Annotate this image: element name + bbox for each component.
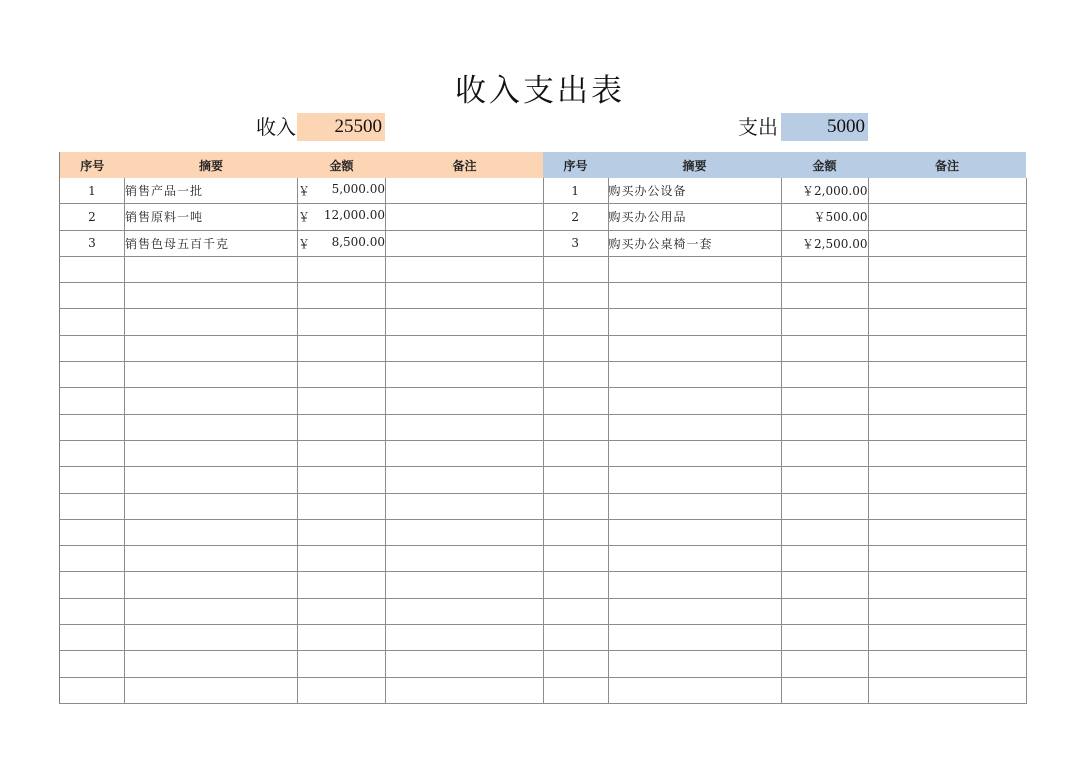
- amount-cell[interactable]: [298, 467, 386, 493]
- amount-cell[interactable]: [298, 283, 386, 309]
- amount-cell[interactable]: ￥2,000.00: [781, 178, 868, 204]
- column-header-note: 备注: [386, 152, 544, 178]
- index-cell[interactable]: [543, 283, 608, 309]
- amount-cell[interactable]: [298, 335, 386, 361]
- table-row: [543, 625, 1026, 651]
- index-cell[interactable]: [60, 625, 125, 651]
- income-summary-value[interactable]: 25500: [297, 113, 385, 141]
- note-cell[interactable]: [386, 467, 544, 493]
- index-cell[interactable]: [60, 598, 125, 624]
- summary-cell[interactable]: [608, 519, 781, 545]
- index-cell[interactable]: [543, 519, 608, 545]
- column-header-summary: 摘要: [125, 152, 298, 178]
- summary-cell[interactable]: [125, 519, 298, 545]
- column-header-index: 序号: [543, 152, 608, 178]
- summary-cell[interactable]: [125, 625, 298, 651]
- amount-value: 5,000.00: [331, 182, 385, 197]
- amount-cell[interactable]: [298, 625, 386, 651]
- note-cell[interactable]: [386, 546, 544, 572]
- index-cell[interactable]: [543, 677, 608, 703]
- summary-cell[interactable]: [125, 493, 298, 519]
- table-row: [543, 467, 1026, 493]
- table-row: [543, 572, 1026, 598]
- summary-cell[interactable]: [125, 388, 298, 414]
- amount-cell[interactable]: [781, 256, 868, 282]
- table-row: [543, 283, 1026, 309]
- summary-cell[interactable]: [125, 572, 298, 598]
- table-row: [543, 309, 1026, 335]
- amount-cell[interactable]: [298, 256, 386, 282]
- table-row: [60, 625, 544, 651]
- column-header-summary: 摘要: [608, 152, 781, 178]
- table-row: [543, 362, 1026, 388]
- table-row: [543, 440, 1026, 466]
- note-cell[interactable]: [868, 625, 1026, 651]
- summary-cell[interactable]: [608, 388, 781, 414]
- table-row: [543, 546, 1026, 572]
- note-cell[interactable]: [386, 309, 544, 335]
- summary-cell[interactable]: 购买办公桌椅一套: [608, 230, 781, 256]
- note-cell[interactable]: [868, 651, 1026, 677]
- table-row: [60, 335, 544, 361]
- table-row: [60, 309, 544, 335]
- note-cell[interactable]: [868, 677, 1026, 703]
- summary-cell[interactable]: [125, 440, 298, 466]
- note-cell[interactable]: [386, 335, 544, 361]
- amount-cell[interactable]: [298, 204, 386, 230]
- summary-cell[interactable]: [608, 414, 781, 440]
- table-row: [60, 598, 544, 624]
- table-row: [543, 651, 1026, 677]
- table-row: [60, 283, 544, 309]
- table-row: [60, 493, 544, 519]
- table-row: [60, 440, 544, 466]
- index-cell[interactable]: 1: [60, 178, 125, 204]
- note-cell[interactable]: [868, 493, 1026, 519]
- table-row: [543, 677, 1026, 703]
- summary-cell[interactable]: [125, 546, 298, 572]
- summary-cell[interactable]: [125, 309, 298, 335]
- expense-table-header: [543, 152, 1026, 178]
- index-cell[interactable]: [543, 309, 608, 335]
- summary-cell[interactable]: [125, 362, 298, 388]
- amount-cell[interactable]: [781, 309, 868, 335]
- amount-cell[interactable]: [298, 388, 386, 414]
- summary-cell[interactable]: [608, 677, 781, 703]
- index-cell[interactable]: 2: [60, 204, 125, 230]
- table-row: [60, 651, 544, 677]
- table-row: [60, 519, 544, 545]
- note-cell[interactable]: [386, 598, 544, 624]
- note-cell[interactable]: [868, 572, 1026, 598]
- summary-cell[interactable]: [608, 335, 781, 361]
- amount-cell[interactable]: [781, 572, 868, 598]
- summary-cell[interactable]: [608, 598, 781, 624]
- index-cell[interactable]: [60, 651, 125, 677]
- amount-cell[interactable]: [298, 651, 386, 677]
- summary-cell[interactable]: [125, 256, 298, 282]
- summary-cell[interactable]: 销售原料一吨: [125, 204, 298, 230]
- table-row: [60, 256, 544, 282]
- amount-cell[interactable]: [298, 519, 386, 545]
- index-cell[interactable]: [543, 388, 608, 414]
- amount-cell[interactable]: [781, 651, 868, 677]
- summary-cell[interactable]: [125, 283, 298, 309]
- index-cell[interactable]: [543, 546, 608, 572]
- note-cell[interactable]: [386, 256, 544, 282]
- amount-cell[interactable]: [298, 178, 386, 204]
- index-cell[interactable]: [543, 625, 608, 651]
- note-cell[interactable]: [386, 178, 544, 204]
- table-row: [60, 204, 544, 230]
- index-cell[interactable]: 2: [543, 204, 608, 230]
- table-row: [60, 546, 544, 572]
- table-row: [60, 572, 544, 598]
- index-cell[interactable]: [60, 546, 125, 572]
- table-row: [60, 677, 544, 703]
- table-row: [543, 598, 1026, 624]
- amount-cell[interactable]: [781, 335, 868, 361]
- index-cell[interactable]: [60, 467, 125, 493]
- summary-cell[interactable]: [125, 677, 298, 703]
- index-cell[interactable]: [60, 362, 125, 388]
- amount-cell[interactable]: [781, 283, 868, 309]
- index-cell[interactable]: [543, 467, 608, 493]
- index-cell[interactable]: [60, 440, 125, 466]
- amount-cell[interactable]: [781, 677, 868, 703]
- amount-cell[interactable]: [781, 440, 868, 466]
- amount-cell[interactable]: ￥500.00: [781, 204, 868, 230]
- amount-cell[interactable]: [781, 493, 868, 519]
- summary-cell[interactable]: [608, 283, 781, 309]
- note-cell[interactable]: [386, 440, 544, 466]
- column-header-amount: 金额: [781, 152, 868, 178]
- amount-cell[interactable]: [298, 493, 386, 519]
- note-cell[interactable]: [386, 493, 544, 519]
- amount-cell[interactable]: [781, 414, 868, 440]
- amount-cell[interactable]: [298, 598, 386, 624]
- note-cell[interactable]: [868, 256, 1026, 282]
- note-cell[interactable]: [868, 440, 1026, 466]
- note-cell[interactable]: [386, 651, 544, 677]
- index-cell[interactable]: [543, 598, 608, 624]
- currency-symbol: ￥: [298, 210, 311, 225]
- amount-cell[interactable]: [298, 546, 386, 572]
- table-row: [543, 519, 1026, 545]
- income-table-header: [60, 152, 544, 178]
- summary-cell[interactable]: [608, 309, 781, 335]
- index-cell[interactable]: [60, 519, 125, 545]
- amount-cell[interactable]: [298, 414, 386, 440]
- note-cell[interactable]: [868, 467, 1026, 493]
- summary-cell[interactable]: [608, 440, 781, 466]
- note-cell[interactable]: [868, 546, 1026, 572]
- table-row: [543, 414, 1026, 440]
- table-row: [543, 230, 1026, 256]
- index-cell[interactable]: [60, 677, 125, 703]
- amount-cell[interactable]: [781, 467, 868, 493]
- table-row: [60, 414, 544, 440]
- index-cell[interactable]: 1: [543, 178, 608, 204]
- index-cell[interactable]: [543, 256, 608, 282]
- summary-cell[interactable]: [608, 546, 781, 572]
- note-cell[interactable]: [868, 388, 1026, 414]
- note-cell[interactable]: [868, 178, 1026, 204]
- note-cell[interactable]: [868, 230, 1026, 256]
- income-table: [59, 152, 544, 704]
- table-row: [543, 388, 1026, 414]
- note-cell[interactable]: [868, 362, 1026, 388]
- expense-summary-value[interactable]: 5000: [781, 113, 868, 141]
- amount-cell[interactable]: [298, 572, 386, 598]
- note-cell[interactable]: [386, 388, 544, 414]
- summary-cell[interactable]: [125, 598, 298, 624]
- amount-cell[interactable]: [298, 230, 386, 256]
- index-cell[interactable]: [543, 335, 608, 361]
- table-row: [60, 178, 544, 204]
- summary-cell[interactable]: [608, 362, 781, 388]
- summary-cell[interactable]: 销售色母五百千克: [125, 230, 298, 256]
- note-cell[interactable]: [386, 230, 544, 256]
- note-cell[interactable]: [386, 519, 544, 545]
- amount-value: 8,500.00: [331, 234, 385, 249]
- summary-cell[interactable]: [125, 467, 298, 493]
- index-cell[interactable]: [543, 414, 608, 440]
- amount-cell[interactable]: [781, 388, 868, 414]
- note-cell[interactable]: [386, 283, 544, 309]
- table-row: [60, 388, 544, 414]
- index-cell[interactable]: [543, 493, 608, 519]
- column-header-note: 备注: [868, 152, 1026, 178]
- table-row: [543, 204, 1026, 230]
- index-cell[interactable]: [543, 440, 608, 466]
- expense-summary-label: 支出: [738, 115, 778, 139]
- note-cell[interactable]: [868, 204, 1026, 230]
- amount-value: 12,000.00: [323, 208, 385, 223]
- index-cell[interactable]: [543, 651, 608, 677]
- index-cell[interactable]: [60, 335, 125, 361]
- index-cell[interactable]: 3: [60, 230, 125, 256]
- amount-cell[interactable]: [298, 440, 386, 466]
- summary-cell[interactable]: [608, 467, 781, 493]
- note-cell[interactable]: [386, 625, 544, 651]
- table-row: [543, 256, 1026, 282]
- amount-cell[interactable]: ￥2,500.00: [781, 230, 868, 256]
- column-header-amount: 金额: [298, 152, 386, 178]
- summary-cell[interactable]: [125, 335, 298, 361]
- summary-cell[interactable]: [608, 625, 781, 651]
- index-cell[interactable]: [543, 362, 608, 388]
- index-cell[interactable]: 3: [543, 230, 608, 256]
- note-cell[interactable]: [868, 519, 1026, 545]
- amount-cell[interactable]: [781, 625, 868, 651]
- summary-cell[interactable]: 购买办公设备: [608, 178, 781, 204]
- amount-cell[interactable]: [781, 519, 868, 545]
- summary-cell[interactable]: 购买办公用品: [608, 204, 781, 230]
- amount-cell[interactable]: [298, 677, 386, 703]
- page-title: 收入支出表: [455, 73, 625, 109]
- index-cell[interactable]: [60, 388, 125, 414]
- note-cell[interactable]: [868, 414, 1026, 440]
- note-cell[interactable]: [386, 677, 544, 703]
- index-cell[interactable]: [60, 283, 125, 309]
- table-row: [60, 230, 544, 256]
- summary-cell[interactable]: [125, 414, 298, 440]
- table-row: [60, 467, 544, 493]
- column-header-index: 序号: [60, 152, 125, 178]
- note-cell[interactable]: [868, 309, 1026, 335]
- index-cell[interactable]: [60, 493, 125, 519]
- note-cell[interactable]: [868, 283, 1026, 309]
- amount-cell[interactable]: [781, 546, 868, 572]
- note-cell[interactable]: [386, 414, 544, 440]
- summary-cell[interactable]: [608, 651, 781, 677]
- currency-symbol: ￥: [298, 236, 311, 251]
- amount-cell[interactable]: [298, 309, 386, 335]
- index-cell[interactable]: [543, 572, 608, 598]
- amount-cell[interactable]: [298, 362, 386, 388]
- index-cell[interactable]: [60, 572, 125, 598]
- table-row: [543, 335, 1026, 361]
- amount-cell[interactable]: [781, 598, 868, 624]
- amount-cell[interactable]: [781, 362, 868, 388]
- note-cell[interactable]: [868, 335, 1026, 361]
- note-cell[interactable]: [868, 598, 1026, 624]
- note-cell[interactable]: [386, 572, 544, 598]
- summary-cell[interactable]: [608, 256, 781, 282]
- note-cell[interactable]: [386, 204, 544, 230]
- summary-cell[interactable]: [125, 651, 298, 677]
- table-row: [543, 178, 1026, 204]
- index-cell[interactable]: [60, 309, 125, 335]
- table-row: [60, 362, 544, 388]
- table-row: [543, 493, 1026, 519]
- index-cell[interactable]: [60, 414, 125, 440]
- note-cell[interactable]: [386, 362, 544, 388]
- currency-symbol: ￥: [298, 184, 311, 199]
- summary-cell[interactable]: 销售产品一批: [125, 178, 298, 204]
- index-cell[interactable]: [60, 256, 125, 282]
- summary-cell[interactable]: [608, 493, 781, 519]
- summary-cell[interactable]: [608, 572, 781, 598]
- income-summary-label: 收入: [256, 115, 296, 139]
- expense-table: [543, 152, 1027, 704]
